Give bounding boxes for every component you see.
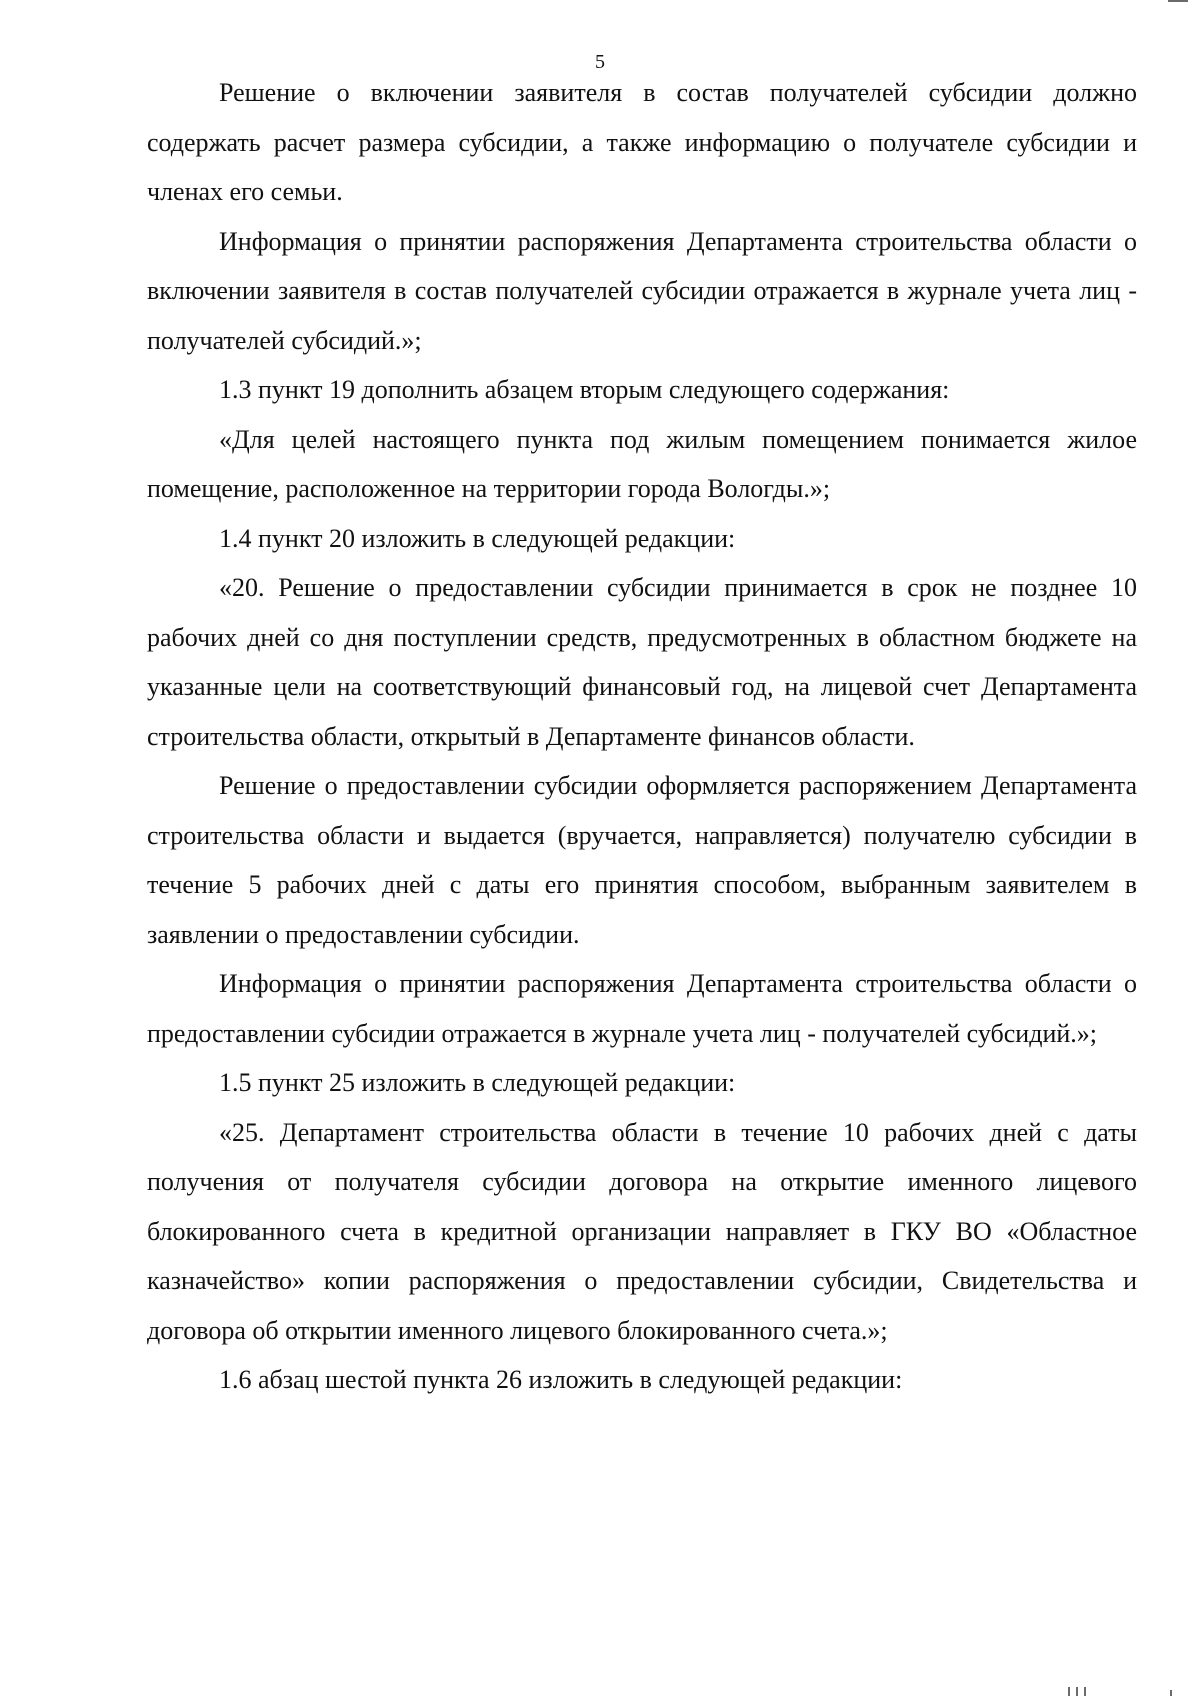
paragraph-item-1-6: 1.6 абзац шестой пункта 26 изложить в следующей редакции: [219, 1365, 903, 1394]
scan-edge-mark-bottom-2 [1076, 1687, 1078, 1696]
paragraph-decision-issuance: Решение о предоставлении субсидии оформляется распоряжением Департамента строительства области и выдается (вручается, направляется) получателю субсидии в течение 5 рабочих дней с даты его принятия способом, выбранным заявителем в заявлении о предоставлении субсидии. [147, 771, 1137, 949]
paragraph-clause-20: «20. Решение о предоставлении субсидии принимается в срок не позднее 10 рабочих дней со дня поступлении средств, предусмотренных в областном бюджете на указанные цели на соответствующий финансовый год, на лицевой счет Департамента строительства области, открытый в Департаменте финансов области. [147, 573, 1137, 751]
paragraph-item-1-3: 1.3 пункт 19 дополнить абзацем вторым следующего содержания: [219, 375, 950, 404]
paragraph-journal-provision: Информация о принятии распоряжения Департамента строительства области о предоставлении субсидии отражается в журнале учета лиц - получателей субсидий.»; [147, 969, 1137, 1048]
scan-edge-mark-top [1168, 0, 1188, 2]
paragraph-decision-content: Решение о включении заявителя в состав получателей субсидии должно содержать расчет размера субсидии, а также информацию о получателе субсидии и членах его семьи. [147, 78, 1137, 206]
page-number: 5 [595, 51, 605, 73]
paragraph-item-1-4: 1.4 пункт 20 изложить в следующей редакции: [219, 523, 736, 553]
scan-edge-mark-bottom-3 [1084, 1687, 1086, 1696]
paragraph-item-1-5: 1.5 пункт 25 изложить в следующей редакции: [219, 1068, 736, 1097]
paragraph-residential-premises: «Для целей настоящего пункта под жилым помещением понимается жилое помещение, расположенное на территории города Вологды.»; [147, 424, 1137, 503]
document-body [147, 68, 1137, 1405]
scan-edge-mark-bottom-1 [1068, 1687, 1070, 1696]
paragraph-clause-25: «25. Департамент строительства области в течение 10 рабочих дней с даты получения от получателя субсидии договора на открытие именного лицевого блокированного счета в кредитной организации направляет в ГКУ ВО «Областное казначейство» копии распоряжения о предоставлении субсидии, Свидетельства и договора об открытии именного лицевого блокированного счета.»; [147, 1117, 1137, 1345]
paragraph-journal-inclusion: Информация о принятии распоряжения Департамента строительства области о включении заявителя в состав получателей субсидии отражается в журнале учета лиц - получателей субсидий.»; [147, 226, 1137, 355]
scan-edge-mark-bottom-4 [1170, 1690, 1172, 1696]
